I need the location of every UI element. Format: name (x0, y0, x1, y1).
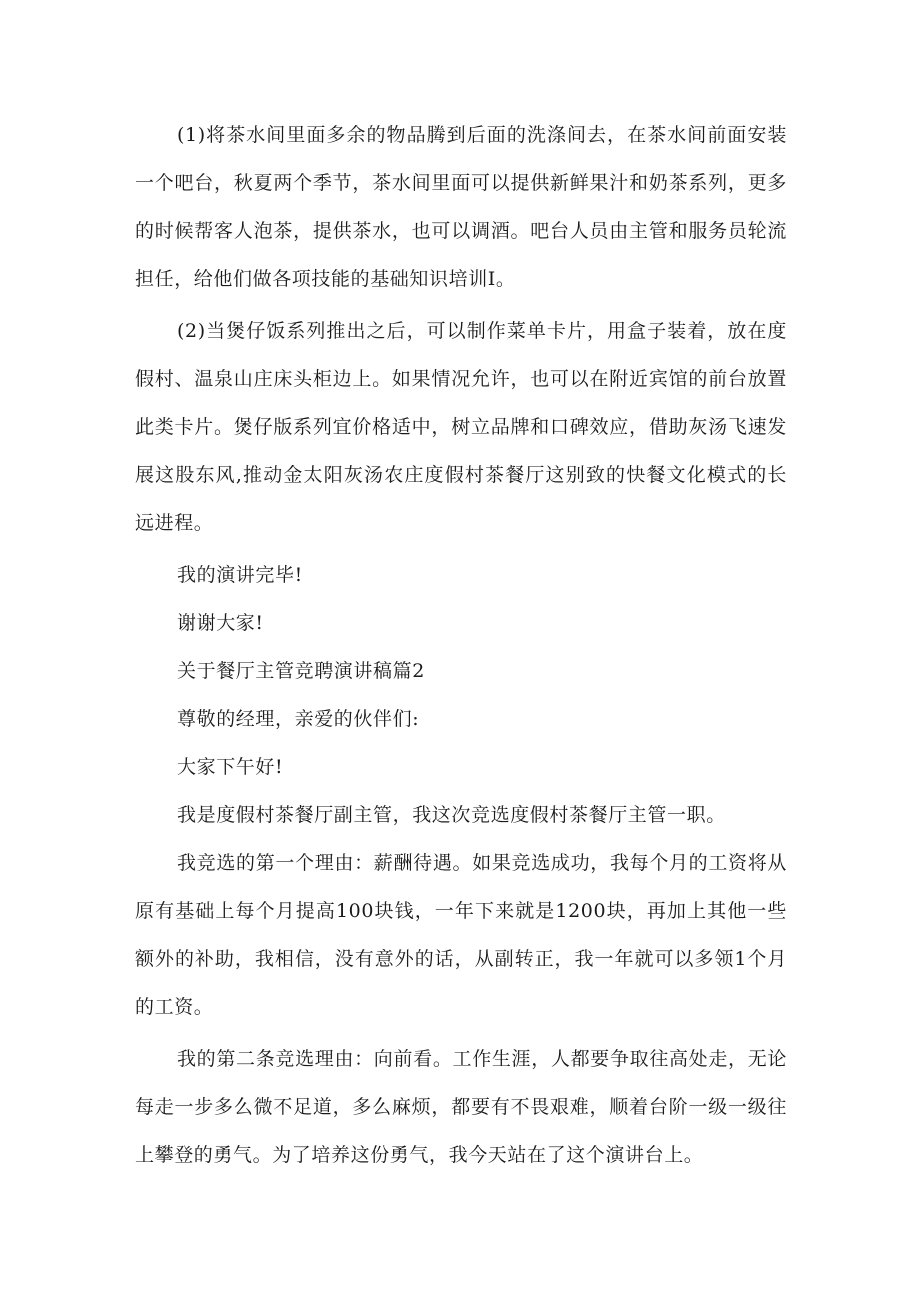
section-title: 关于餐厅主管竞聘演讲稿篇2 (177, 660, 425, 682)
paragraph-salutation: 尊敬的经理，亲爱的伙伴们: (177, 708, 420, 730)
paragraph-reason-two: 我的第二条竞选理由：向前看。工作生涯，人都要争取往高处走，无论每走一步多么微不足道，多么麻烦，都要有不畏艰难，顺着台阶一级一级往上攀登的勇气。为了培养这份勇气，我今天站在了这个演讲台上。 (135, 1048, 787, 1166)
paragraph-self-intro: 我是度假村茶餐厅副主管，我这次竞选度假村茶餐厅主管一职。 (177, 804, 726, 826)
document-body (135, 111, 787, 1179)
paragraph-reason-one: 我竞选的第一个理由：薪酬待遇。如果竞选成功，我每个月的工资将从原有基础上每个月提高100块钱，一年下来就是1200块，再加上其他一些额外的补助，我相信，没有意外的话，从副转正，我一年就可以多领1个月的工资。 (135, 852, 787, 1018)
paragraph-greeting: 大家下午好! (177, 756, 284, 778)
paragraph-bar-counter-plan: (1)将茶水间里面多余的物品腾到后面的洗涤间去，在茶水间前面安装一个吧台，秋夏两个季节，茶水间里面可以提供新鲜果汁和奶茶系列，更多的时候帮客人泡茶，提供茶水，也可以调酒。吧台人员由主管和服务员轮流担任，给他们做各项技能的基础知识培训Ⅰ。 (135, 124, 787, 290)
paragraph-thanks: 谢谢大家! (177, 612, 264, 634)
paragraph-speech-end: 我的演讲完毕! (177, 564, 303, 586)
paragraph-claypot-rice-plan: (2)当煲仔饭系列推出之后，可以制作菜单卡片，用盒子装着，放在度假村、温泉山庄床头柜边上。如果情况允许，也可以在附近宾馆的前台放置此类卡片。煲仔版系列宜价格适中，树立品牌和口碑效应，借助灰汤飞速发展这股东风,推动金太阳灰汤农庄度假村茶餐厅这别致的快餐文化模式的长远进程。 (135, 320, 787, 534)
